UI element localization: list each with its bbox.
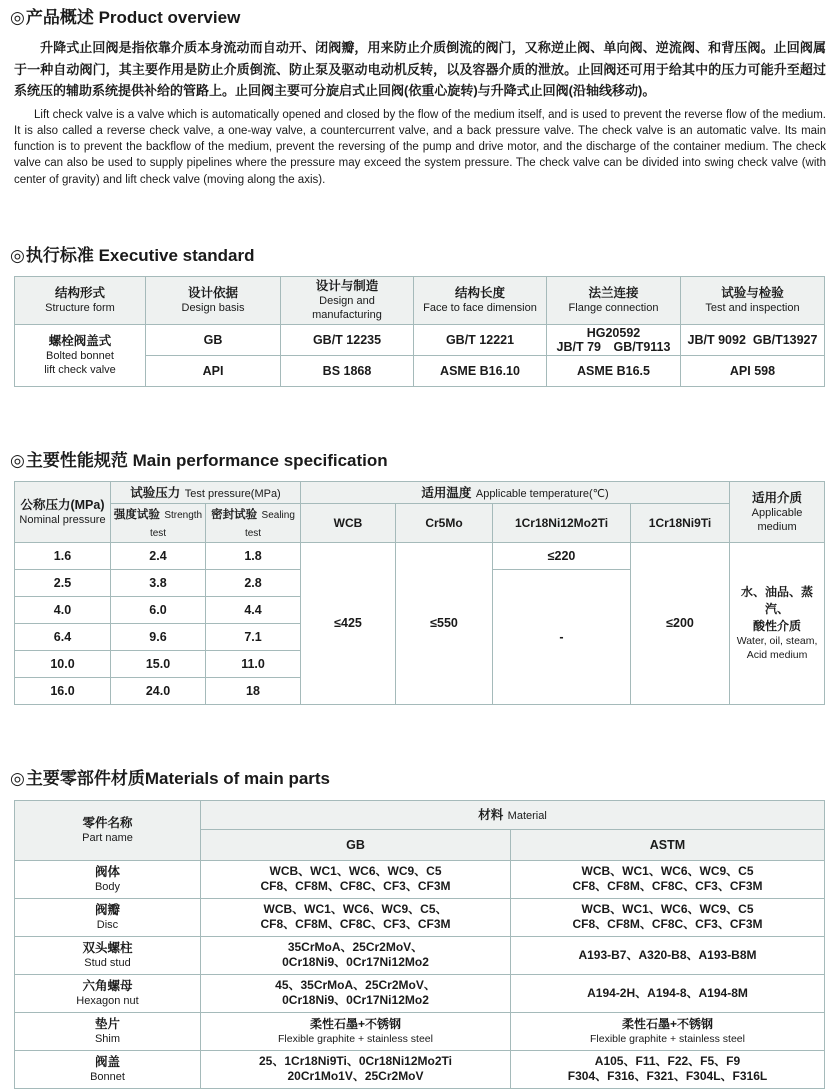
mats-row-body xyxy=(15,860,825,898)
strength-test-cell: 9.6 xyxy=(111,623,206,650)
mats-row-stud xyxy=(15,936,825,974)
part-name-en: Hexagon nut xyxy=(76,995,139,1008)
flange-connection-cell xyxy=(547,324,681,355)
structure-form-cell xyxy=(15,324,146,386)
product-overview-title xyxy=(10,6,826,29)
1cr18ni9ti-temperature-cell: ≤200 xyxy=(631,542,730,704)
face-to-face-cell: GB/T 12221 xyxy=(414,324,547,355)
section-bullet-icon: ◎ xyxy=(10,8,25,27)
1cr18ni12mo2ti-temperature-cell: ≤220 xyxy=(493,542,631,569)
gb-material-cell xyxy=(201,860,511,898)
mats-row-nut xyxy=(15,974,825,1012)
part-name-cell xyxy=(15,898,201,936)
nominal-pressure-cell: 6.4 xyxy=(15,623,111,650)
gb-material-cell xyxy=(201,1012,511,1050)
part-name-cn: 六角螺母 xyxy=(82,979,133,994)
structure-form-en2: lift check valve xyxy=(44,364,116,377)
perf-header-applicable-temperature xyxy=(301,481,730,503)
nominal-pressure-cell: 16.0 xyxy=(15,677,111,704)
exec-row-gb xyxy=(15,324,825,355)
header-label-en: Test pressure(MPa) xyxy=(184,487,281,500)
materials-title-cn: 主要零部件材质 xyxy=(25,768,145,788)
nominal-pressure-cell: 4.0 xyxy=(15,596,111,623)
part-name-cell xyxy=(15,974,201,1012)
header-label-cn: 适用温度 xyxy=(421,485,472,500)
material-line2: 20Cr1Mo1V、25Cr2MoV xyxy=(287,1069,424,1084)
material-grade-label: WCB xyxy=(333,515,363,530)
perf-header-nominal-pressure xyxy=(15,481,111,542)
section-bullet-icon: ◎ xyxy=(10,768,25,788)
material-grade-label: Cr5Mo xyxy=(425,515,463,530)
part-name-cell xyxy=(15,936,201,974)
header-label-en: Test and inspection xyxy=(705,302,800,315)
header-label-cn: 设计与制造 xyxy=(315,279,379,294)
perf-header-row2 xyxy=(15,503,825,542)
exec-header-design-manufacturing xyxy=(281,276,414,324)
header-label-cn: 结构形式 xyxy=(54,286,105,301)
1cr18ni12mo2ti-temperature-cell: - xyxy=(493,569,631,704)
material-line2: Flexible graphite + stainless steel xyxy=(278,1033,433,1046)
header-label-cn: 适用介质 xyxy=(752,490,803,505)
mats-header-row1 xyxy=(15,800,825,829)
part-name-cn: 双头螺柱 xyxy=(82,941,133,956)
executive-standard-title-cn: 执行标准 xyxy=(25,245,94,265)
material-line2: CF8、CF8M、CF8C、CF3、CF3M xyxy=(572,917,763,932)
header-label-en: Sealing test xyxy=(244,509,295,539)
part-name-cell xyxy=(15,1012,201,1050)
part-name-en: Disc xyxy=(96,919,119,932)
part-name-en: Bonnet xyxy=(90,1071,125,1084)
performance-spec-table xyxy=(14,481,825,705)
design-standard-cell: BS 1868 xyxy=(281,355,414,386)
design-basis-cell: API xyxy=(146,355,281,386)
material-line1: WCB、WC1、WC6、WC9、C5、 xyxy=(263,901,448,916)
material-line2: 0Cr18Ni9、0Cr17Ni12Mo2 xyxy=(282,993,429,1008)
nominal-pressure-cell: 2.5 xyxy=(15,569,111,596)
gb-material-cell xyxy=(201,898,511,936)
product-overview-title-cn: 产品概述 xyxy=(25,8,94,27)
sealing-test-cell: 2.8 xyxy=(206,569,301,596)
medium-cn-line1: 水、油品、蒸汽、 xyxy=(741,585,814,617)
header-label-cn: 材料 xyxy=(478,808,504,823)
part-name-en: Shim xyxy=(94,1033,121,1046)
material-line2: CF8、CF8M、CF8C、CF3、CF3M xyxy=(572,879,763,894)
header-label-cn: 公称压力(MPa) xyxy=(20,497,105,512)
header-label-en: Flange connection xyxy=(568,302,659,315)
material-line1: A105、F11、F22、F5、F9 xyxy=(594,1053,741,1068)
header-label-cn: 零件名称 xyxy=(82,816,133,831)
sealing-test-cell: 7.1 xyxy=(206,623,301,650)
mats-row-disc xyxy=(15,898,825,936)
strength-test-cell: 6.0 xyxy=(111,596,206,623)
header-label-en: Applicable temperature(℃) xyxy=(475,487,609,500)
exec-header-design-basis xyxy=(146,276,281,324)
header-label-en: Structure form xyxy=(45,302,115,315)
flange-line2: JB/T 79 GB/T9113 xyxy=(556,339,671,354)
exec-header-face-to-face xyxy=(414,276,547,324)
part-name-cn: 阀瓣 xyxy=(94,903,120,918)
section-bullet-icon: ◎ xyxy=(10,450,25,470)
perf-header-1cr18ni12mo2ti xyxy=(493,503,631,542)
material-line2: F304、F316、F321、F304L、F316L xyxy=(567,1069,768,1084)
flange-connection-cell: ASME B16.5 xyxy=(547,355,681,386)
header-label-en: Part name xyxy=(82,832,133,845)
executive-standard-title xyxy=(10,244,826,267)
gb-material-cell xyxy=(201,936,511,974)
material-line1: 45、35CrMoA、25Cr2MoV、 xyxy=(275,977,436,992)
header-label-cn: 试验压力 xyxy=(130,485,181,500)
sealing-test-cell: 18 xyxy=(206,677,301,704)
header-label-en: Material xyxy=(507,810,547,823)
material-line1: 25、1Cr18Ni9Ti、0Cr18Ni12Mo2Ti xyxy=(259,1053,452,1068)
mats-row-shim xyxy=(15,1012,825,1050)
exec-header-test-inspection xyxy=(681,276,825,324)
material-line2: 0Cr18Ni9、0Cr17Ni12Mo2 xyxy=(282,955,429,970)
astm-material-cell xyxy=(511,974,825,1012)
face-to-face-cell: ASME B16.10 xyxy=(414,355,547,386)
design-basis-cell: GB xyxy=(146,324,281,355)
header-label-en: Face to face dimension xyxy=(423,302,537,315)
perf-header-sealing-test xyxy=(206,503,301,542)
executive-standard-table xyxy=(14,276,825,387)
medium-cn-line2: 酸性介质 xyxy=(753,619,802,634)
overview-paragraph-cn: 升降式止回阀是指依靠介质本身流动而自动开、闭阀瓣，用来防止介质倒流的阀门，又称逆止阀、单向阀、逆流阀、和背压阀。止回阀属于一种自动阀门，其主要作用是防止介质倒流、防止泵及驱动电动机反转，以及容器介质的泄放。止回阀还可用于给其中的压力可能升至超过系统压的辅助系统提供补给的管路上。止回阀主要可分旋启式止回阀(依重心旋转)与升降式止回阀(沿轴线移动)。 xyxy=(14,40,826,98)
perf-header-strength-test xyxy=(111,503,206,542)
part-name-cn: 阀体 xyxy=(94,865,120,880)
mats-row-bonnet xyxy=(15,1050,825,1088)
header-label-en: Applicable medium xyxy=(751,506,803,533)
exec-header-structure-form xyxy=(15,276,146,324)
materials-table xyxy=(14,800,825,1089)
product-overview-title-en: Product overview xyxy=(98,8,241,27)
mats-header-material xyxy=(201,800,825,829)
sealing-test-cell: 11.0 xyxy=(206,650,301,677)
design-standard-cell: GB/T 12235 xyxy=(281,324,414,355)
material-line2: Flexible graphite + stainless steel xyxy=(590,1033,745,1046)
strength-test-cell: 3.8 xyxy=(111,569,206,596)
strength-test-cell: 2.4 xyxy=(111,542,206,569)
material-line1: 柔性石墨+不锈钢 xyxy=(309,1016,401,1031)
header-label-cn: 法兰连接 xyxy=(588,286,639,301)
material-line1: WCB、WC1、WC6、WC9、C5 xyxy=(581,901,754,916)
mats-header-astm: ASTM xyxy=(511,829,825,860)
mats-header-part-name xyxy=(15,800,201,860)
header-label-en: Design basis xyxy=(181,302,245,315)
perf-row xyxy=(15,542,825,569)
part-name-cell xyxy=(15,860,201,898)
performance-spec-title-cn: 主要性能规范 xyxy=(25,450,128,470)
wcb-temperature-cell: ≤425 xyxy=(301,542,396,704)
header-label-cn: 试验与检验 xyxy=(721,286,784,301)
header-label-cn: 结构长度 xyxy=(454,286,505,301)
part-name-cell xyxy=(15,1050,201,1088)
structure-form-en1: Bolted bonnet xyxy=(46,350,114,363)
performance-spec-title-en: Main performance specification xyxy=(132,450,388,470)
perf-header-applicable-medium xyxy=(730,481,825,542)
overview-paragraph-en: Lift check valve is a valve which is automatically opened and closed by the flow of the medium itself, and is used to prevent the reverse flow of the medium. It is also called a reverse check valve, a one-way valve, a countercurrent valve, and a back pressure valve. The check valve is an automatic valve. Its main function is to prevent the backflow of the medium, prevent the reversing of the pump and drive motor, and the discharge of the container medium. The check valve can also be used to supply pipelines where the pressure may exceed the system pressure. The check valve can be divided into swing check valve (with center of gravity) and lift check valve (moving along the axis). xyxy=(14,108,826,186)
material-line1: 35CrMoA、25Cr2MoV、 xyxy=(287,939,424,954)
section-bullet-icon: ◎ xyxy=(10,245,25,265)
perf-header-cr5mo xyxy=(396,503,493,542)
part-name-cn: 垫片 xyxy=(94,1017,120,1032)
exec-header-flange-connection xyxy=(547,276,681,324)
nominal-pressure-cell: 10.0 xyxy=(15,650,111,677)
header-label-cn: 设计依据 xyxy=(187,286,238,301)
medium-en-line1: Water, oil, steam, xyxy=(736,635,818,648)
astm-material-cell xyxy=(511,1050,825,1088)
cr5mo-temperature-cell: ≤550 xyxy=(396,542,493,704)
material-grade-label: 1Cr18Ni12Mo2Ti xyxy=(514,515,609,530)
material-line1: WCB、WC1、WC6、WC9、C5 xyxy=(581,863,754,878)
header-label-en: Design and manufacturing xyxy=(312,295,382,322)
material-line1: A193-B7、A320-B8、A193-B8M xyxy=(578,947,757,962)
material-line1: 柔性石墨+不锈钢 xyxy=(621,1016,713,1031)
nominal-pressure-cell: 1.6 xyxy=(15,542,111,569)
perf-header-1cr18ni9ti xyxy=(631,503,730,542)
sealing-test-cell: 4.4 xyxy=(206,596,301,623)
exec-header-row xyxy=(15,276,825,324)
header-label-cn: 强度试验 xyxy=(113,508,160,521)
performance-spec-title xyxy=(10,449,826,472)
executive-standard-title-en: Executive standard xyxy=(98,245,255,265)
astm-material-cell xyxy=(511,860,825,898)
header-label-en: Strength test xyxy=(149,509,203,539)
material-grade-label: 1Cr18Ni9Ti xyxy=(648,515,712,530)
applicable-medium-cell xyxy=(730,542,825,704)
part-name-en: Body xyxy=(94,881,121,894)
material-line2: CF8、CF8M、CF8C、CF3、CF3M xyxy=(260,917,451,932)
part-name-en: Stud stud xyxy=(84,957,131,970)
structure-form-cn: 螺栓阀盖式 xyxy=(48,334,112,349)
strength-test-cell: 24.0 xyxy=(111,677,206,704)
test-inspection-cell: API 598 xyxy=(681,355,825,386)
test-inspection-cell: JB/T 9092 GB/T13927 xyxy=(681,324,825,355)
material-line1: WCB、WC1、WC6、WC9、C5 xyxy=(269,863,442,878)
medium-en-line2: Acid medium xyxy=(746,648,808,661)
material-line2: CF8、CF8M、CF8C、CF3、CF3M xyxy=(260,879,451,894)
materials-title xyxy=(10,767,826,790)
part-name-cn: 阀盖 xyxy=(94,1055,120,1070)
astm-material-cell xyxy=(511,898,825,936)
strength-test-cell: 15.0 xyxy=(111,650,206,677)
gb-material-cell xyxy=(201,1050,511,1088)
materials-title-en: Materials of main parts xyxy=(144,768,331,788)
gb-material-cell xyxy=(201,974,511,1012)
sealing-test-cell: 1.8 xyxy=(206,542,301,569)
astm-material-cell xyxy=(511,1012,825,1050)
perf-header-row1 xyxy=(15,481,825,503)
flange-line1: HG20592 xyxy=(586,325,641,340)
perf-header-wcb xyxy=(301,503,396,542)
perf-header-test-pressure xyxy=(111,481,301,503)
header-label-en: Nominal pressure xyxy=(19,513,106,526)
mats-header-gb: GB xyxy=(201,829,511,860)
material-line1: A194-2H、A194-8、A194-8M xyxy=(587,985,748,1000)
header-label-cn: 密封试验 xyxy=(211,508,258,521)
astm-material-cell xyxy=(511,936,825,974)
